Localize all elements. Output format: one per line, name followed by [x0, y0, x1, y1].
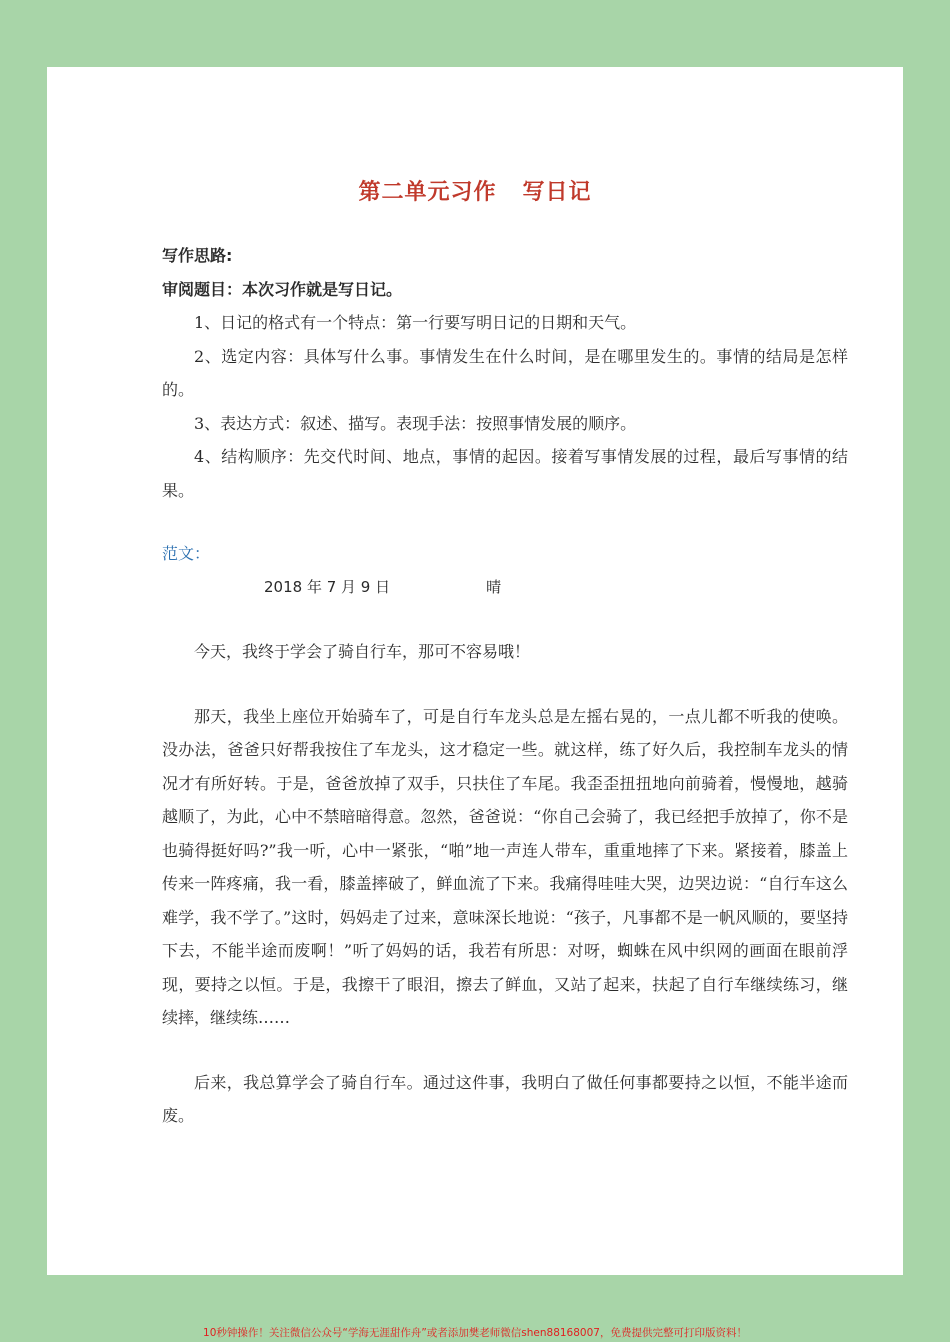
writing-idea-heading: 写作思路: — [162, 246, 233, 265]
document-body — [162, 239, 848, 1133]
essay-paragraph-3: 后来，我总算学会了骑自行车。通过这件事，我明白了做任何事都要持之以恒，不能半途而废。 — [162, 1072, 848, 1125]
essay-paragraph-2: 那天，我坐上座位开始骑车了，可是自行车龙头总是左摇右晃的，一点儿都不听我的使唤。没办法，爸爸只好帮我按住了车龙头，这才稳定一些。就这样，练了好久后，我控制车龙头的情况才有所好转。于是，爸爸放掉了双手，只扶住了车尾。我歪歪扭扭地向前骑着，慢慢地，越骑越顺了，为此，心中不禁暗暗得意。忽然，爸爸说：“你自己会骑了，我已经把手放掉了，你不是也骑得挺好吗?”我一听，心中一紧张，“啪”地一声连人带车，重重地摔了下来。紧接着，膝盖上传来一阵疼痛，我一看，膝盖摔破了，鲜血流了下来。我痛得哇哇大哭，边哭边说：“自行车这么难学，我不学了。”这时，妈妈走了过来，意味深长地说：“孩子，凡事都不是一帆风顺的，要坚持下去，不能半途而废啊！”听了妈妈的话，我若有所思：对呀，蜘蛛在风中织网的画面在眼前浮现，要持之以恒。于是，我擦干了眼泪，擦去了鲜血，又站了起来，扶起了自行车继续练习，继续摔，继续练…… — [162, 706, 848, 1027]
diary-weather: 晴 — [486, 577, 502, 596]
essay-paragraph-1: 今天，我终于学会了骑自行车，那可不容易哦！ — [194, 642, 531, 661]
sample-essay-label: 范文： — [162, 544, 211, 563]
document-title — [47, 175, 903, 206]
diary-header — [162, 571, 848, 605]
title-unit: 第二单元习作 — [358, 180, 497, 205]
point-4: 4、结构顺序：先交代时间、地点，事情的起因。接着写事情发展的过程，最后写事情的结果。 — [162, 447, 848, 500]
point-3: 3、表达方式：叙述、描写。表现手法：按照事情发展的顺序。 — [194, 413, 637, 433]
point-2: 2、选定内容：具体写什么事。事情发生在什么时间，是在哪里发生的。事情的结局是怎样的。 — [162, 346, 848, 399]
title-topic: 写日记 — [522, 180, 592, 205]
point-1: 1、日记的格式有一个特点：第一行要写明日记的日期和天气。 — [194, 313, 637, 332]
document-page — [47, 67, 903, 1275]
promo-footer: 10秒钟操作！关注微信公众号“学海无涯甜作舟”或者添加樊老师微信shen88168007，免费提供完整可打印版资料！ — [203, 1327, 747, 1339]
diary-date: 2018 年 7 月 9 日 — [264, 577, 391, 596]
topic-review: 审阅题目：本次习作就是写日记。 — [162, 279, 403, 299]
